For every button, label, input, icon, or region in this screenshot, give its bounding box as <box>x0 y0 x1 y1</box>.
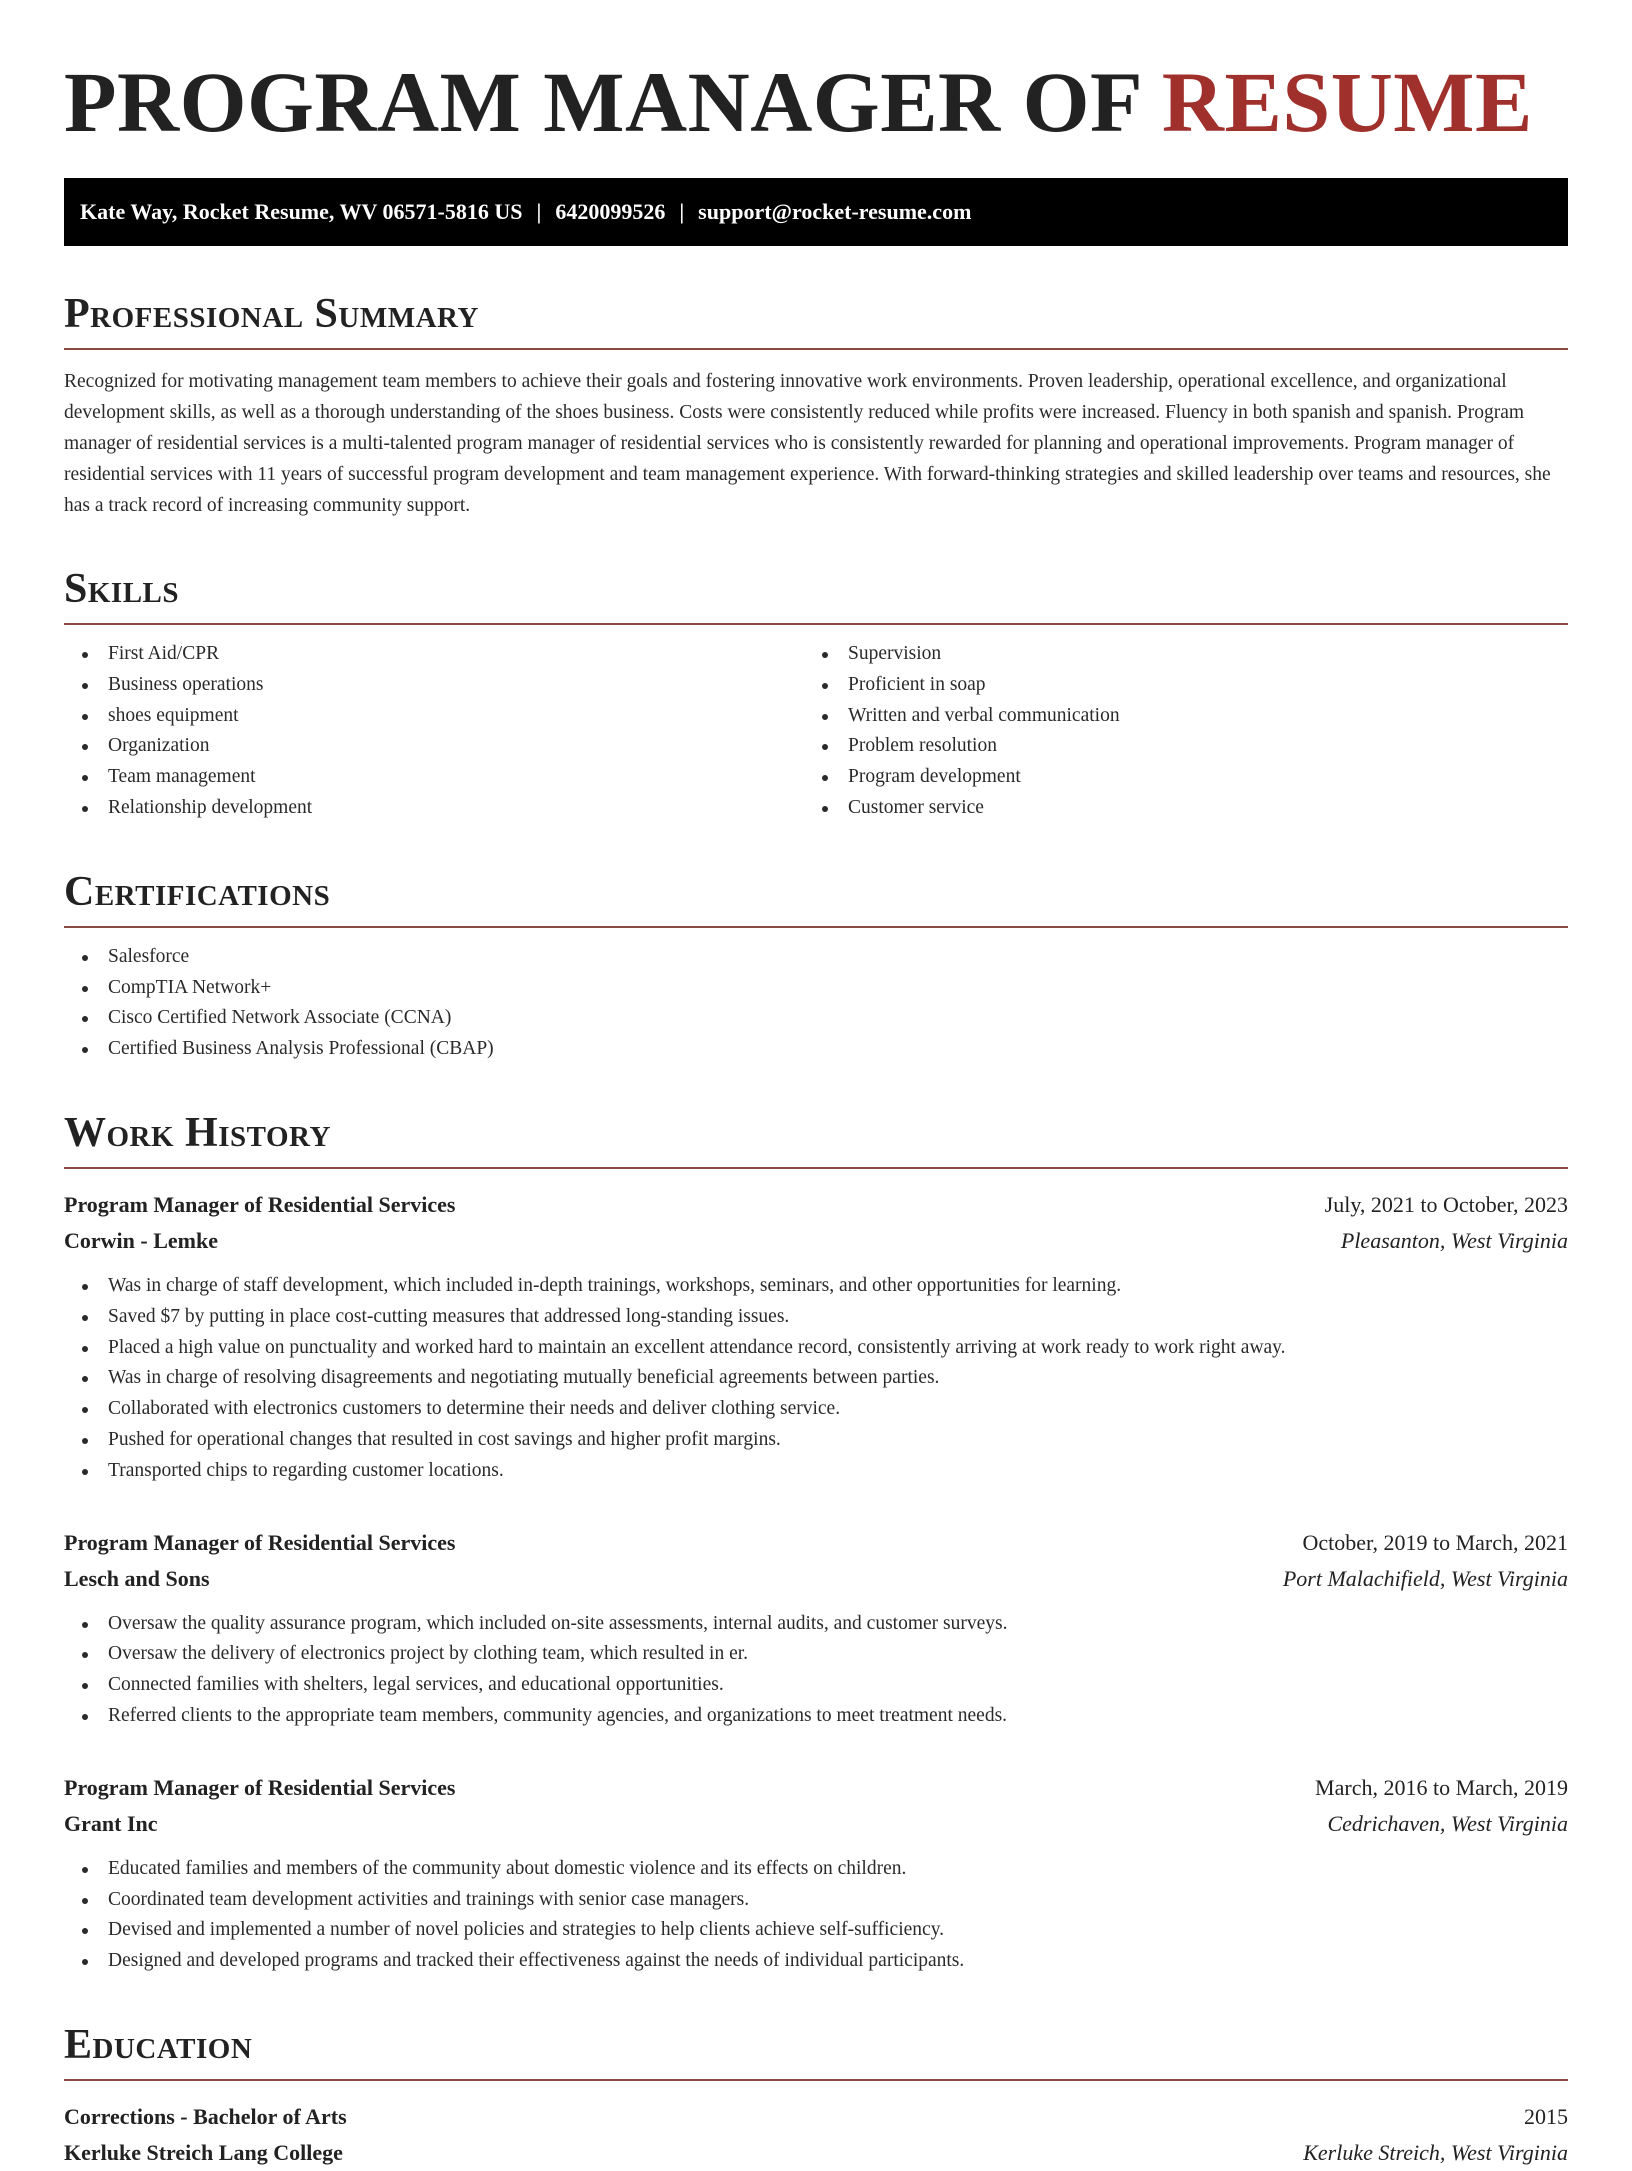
work-history-section <box>64 1109 1568 1977</box>
job-entry <box>64 1525 1568 1732</box>
education-section <box>64 2021 1568 2171</box>
contact-separator: | <box>679 199 685 224</box>
certification-item: CompTIA Network+ <box>108 973 1568 1004</box>
skills-list-right <box>804 639 1568 824</box>
summary-section <box>64 290 1568 521</box>
job-bullet: Was in charge of staff development, which included in-depth trainings, workshops, seminars, and other opportunities for learning. <box>108 1271 1568 1302</box>
skill-item: Organization <box>108 731 804 762</box>
contact-email: support@rocket-resume.com <box>698 199 972 224</box>
job-bullet: Educated families and members of the community about domestic violence and its effects on children. <box>108 1854 1568 1885</box>
resume-title <box>64 0 1568 148</box>
job-company: Corwin - Lemke <box>64 1227 218 1253</box>
job-title: Program Manager of Residential Services <box>64 1774 456 1800</box>
job-bullet: Oversaw the delivery of electronics project by clothing team, which resulted in er. <box>108 1639 1568 1670</box>
resume-title-main: PROGRAM MANAGER OF <box>64 54 1162 150</box>
skills-grid <box>64 625 1568 824</box>
skill-item: Proficient in soap <box>848 670 1568 701</box>
skill-item: Business operations <box>108 670 804 701</box>
education-school: Kerluke Streich Lang College <box>64 2139 343 2165</box>
work-history-heading: Work History <box>64 1109 1568 1169</box>
education-location: Kerluke Streich, West Virginia <box>1303 2139 1568 2165</box>
summary-text: Recognized for motivating management team members to achieve their goals and fostering innovative work environments. Proven leadership, operational excellence, and organizational development skills, as well as a thorough understanding of the shoes business. Costs were consistently reduced while profits were increased. Fluency in both spanish and spanish. Program manager of residential services is a multi-talented program manager of residential services who is consistently rewarded for planning and operational improvements. Program manager of residential services with 11 years of successful program development and team management experience. With forward-thinking strategies and skilled leadership over teams and resources, she has a track record of increasing community support. <box>64 371 1551 516</box>
job-location: Port Malachifield, West Virginia <box>1282 1565 1568 1591</box>
job-bullet: Placed a high value on punctuality and worked hard to maintain an excellent attendance record, consistently arriving at work ready to work right away. <box>108 1333 1568 1364</box>
certifications-section <box>64 868 1568 1065</box>
skill-item: Written and verbal communication <box>848 701 1568 732</box>
job-title: Program Manager of Residential Services <box>64 1191 456 1217</box>
job-bullet: Was in charge of resolving disagreements and negotiating mutually beneficial agreements between parties. <box>108 1363 1568 1394</box>
job-bullet: Referred clients to the appropriate team members, community agencies, and organizations to meet treatment needs. <box>108 1701 1568 1732</box>
skill-item: Problem resolution <box>848 731 1568 762</box>
job-bullet: Devised and implemented a number of novel policies and strategies to help clients achieve self-sufficiency. <box>108 1915 1568 1946</box>
job-location: Pleasanton, West Virginia <box>1340 1227 1568 1253</box>
job-bullet: Oversaw the quality assurance program, which included on-site assessments, internal audits, and customer surveys. <box>108 1609 1568 1640</box>
job-bullet: Collaborated with electronics customers to determine their needs and deliver clothing service. <box>108 1394 1568 1425</box>
job-bullet: Connected families with shelters, legal services, and educational opportunities. <box>108 1670 1568 1701</box>
certifications-list <box>64 942 1568 1065</box>
job-bullets <box>64 1271 1568 1487</box>
job-dates: March, 2016 to March, 2019 <box>1315 1774 1568 1800</box>
summary-heading: Professional Summary <box>64 290 1568 350</box>
certification-item: Salesforce <box>108 942 1568 973</box>
skills-list-left <box>64 639 804 824</box>
education-degree: Corrections - Bachelor of Arts <box>64 2103 347 2129</box>
job-bullets <box>64 1854 1568 1977</box>
job-bullets <box>64 1609 1568 1732</box>
job-entry <box>64 1770 1568 1977</box>
resume-title-accent: RESUME <box>1161 54 1533 150</box>
certification-item: Cisco Certified Network Associate (CCNA) <box>108 1003 1568 1034</box>
job-bullet: Transported chips to regarding customer locations. <box>108 1456 1568 1487</box>
job-title: Program Manager of Residential Services <box>64 1529 456 1555</box>
job-bullet: Coordinated team development activities and trainings with senior case managers. <box>108 1885 1568 1916</box>
education-heading: Education <box>64 2021 1568 2081</box>
job-location: Cedrichaven, West Virginia <box>1327 1810 1568 1836</box>
skill-item: Customer service <box>848 793 1568 824</box>
job-company: Lesch and Sons <box>64 1565 210 1591</box>
job-dates: October, 2019 to March, 2021 <box>1302 1529 1568 1555</box>
job-bullet: Designed and developed programs and tracked their effectiveness against the needs of individual participants. <box>108 1946 1568 1977</box>
skill-item: Relationship development <box>108 793 804 824</box>
contact-separator: | <box>536 199 542 224</box>
job-entry <box>64 1187 1568 1487</box>
job-company: Grant Inc <box>64 1810 158 1836</box>
skill-item: Program development <box>848 762 1568 793</box>
contact-bar <box>64 178 1568 246</box>
contact-phone: 6420099526 <box>555 199 666 224</box>
skills-section <box>64 565 1568 824</box>
skill-item: shoes equipment <box>108 701 804 732</box>
certification-item: Certified Business Analysis Professional (CBAP) <box>108 1034 1568 1065</box>
skills-heading: Skills <box>64 565 1568 625</box>
certifications-heading: Certifications <box>64 868 1568 928</box>
skill-item: Team management <box>108 762 804 793</box>
skill-item: Supervision <box>848 639 1568 670</box>
skill-item: First Aid/CPR <box>108 639 804 670</box>
job-bullet: Pushed for operational changes that resulted in cost savings and higher profit margins. <box>108 1425 1568 1456</box>
job-dates: July, 2021 to October, 2023 <box>1324 1191 1568 1217</box>
contact-address: Kate Way, Rocket Resume, WV 06571-5816 US <box>80 199 523 224</box>
education-entry <box>64 2099 1568 2171</box>
job-bullet: Saved $7 by putting in place cost-cutting measures that addressed long-standing issues. <box>108 1302 1568 1333</box>
education-year: 2015 <box>1524 2103 1568 2129</box>
